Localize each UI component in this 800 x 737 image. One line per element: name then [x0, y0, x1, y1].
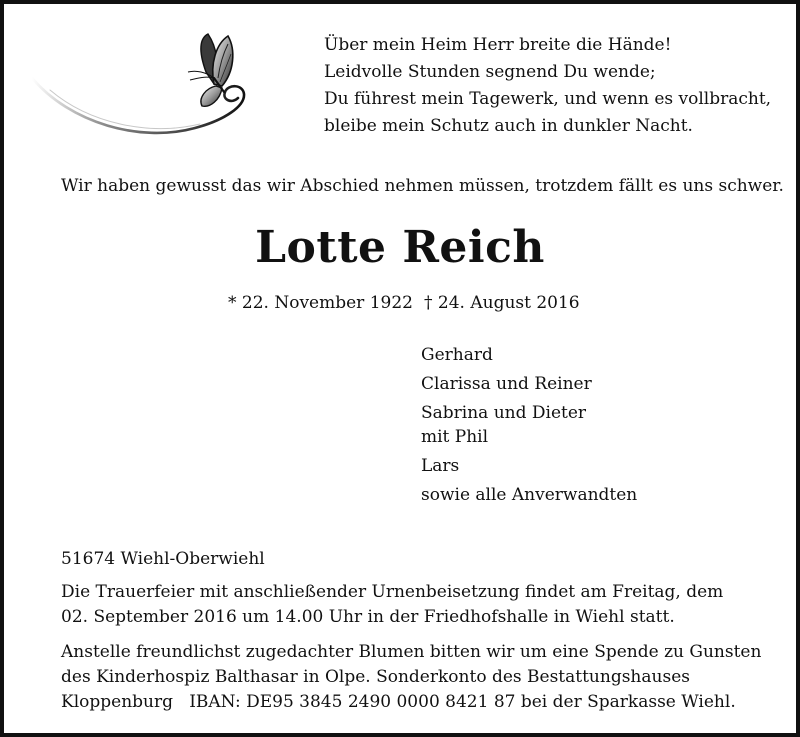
poem-line: bleibe mein Schutz auch in dunkler Nacht. [324, 116, 693, 136]
poem-line: Du führest mein Tagewerk, und wenn es vollbracht, [324, 89, 772, 109]
donation-line: Kloppenburg IBAN: DE95 3845 2490 0000 8421 87 bei der Sparkasse Wiehl. [61, 692, 736, 712]
mourner-entry: Lars [421, 456, 460, 476]
mourner-entry: Gerhard [421, 345, 493, 365]
mourners-list [421, 343, 637, 507]
ceremony-line: 02. September 2016 um 14.00 Uhr in der Friedhofshalle in Wiehl statt. [61, 607, 675, 627]
ceremony-line: Die Trauerfeier mit anschließender Urnenbeisetzung findet am Freitag, dem [61, 582, 724, 602]
intro-text: Wir haben gewusst das wir Abschied nehmen müssen, trotzdem fällt es uns schwer. [61, 176, 784, 196]
donation-line: des Kinderhospiz Balthasar in Olpe. Sonderkonto des Bestattungshauses [61, 667, 690, 687]
poem-line: Leidvolle Stunden segnend Du wende; [324, 62, 656, 82]
poem [324, 32, 771, 140]
death-date: † 24. August 2016 [424, 293, 580, 313]
mourner-entry: mit Phil [421, 427, 489, 447]
donation-line: Anstelle freundlichst zugedachter Blumen bitten wir um eine Spende zu Gunsten [61, 642, 762, 662]
mourner-entry: Sabrina und Dieter [421, 403, 587, 423]
mourner-entry: sowie alle Anverwandten [421, 485, 638, 505]
mourner-entry: Clarissa und Reiner [421, 374, 592, 394]
birth-date: * 22. November 1922 [228, 293, 413, 313]
address: 51674 Wiehl-Oberwiehl [61, 549, 265, 569]
ceremony-info [61, 580, 723, 630]
butterfly-icon [30, 28, 260, 158]
poem-line: Über mein Heim Herr breite die Hände! [324, 35, 672, 55]
deceased-name: Lotte Reich [255, 222, 545, 273]
donation-info [61, 640, 761, 715]
